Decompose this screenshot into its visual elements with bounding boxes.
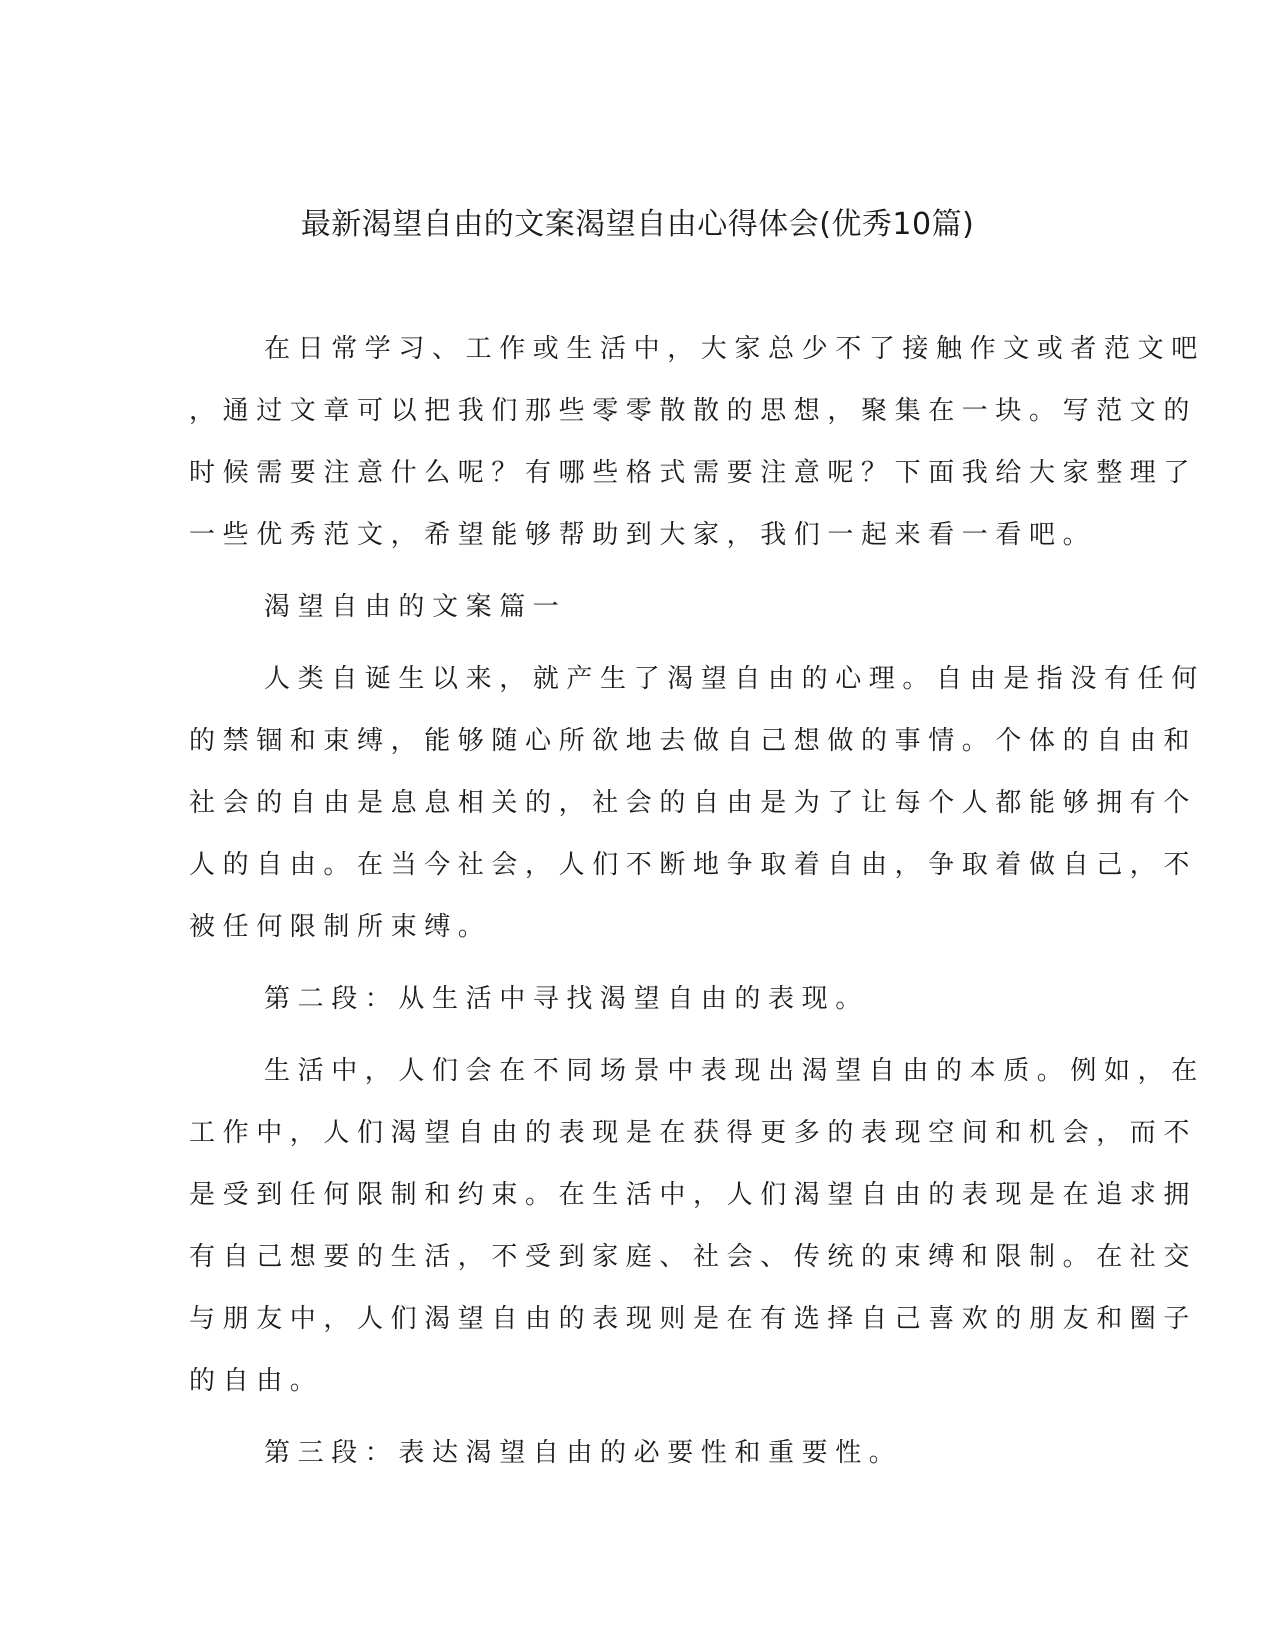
text-line: 的禁锢和束缚，能够随心所欲地去做自己想做的事情。个体的自由和 xyxy=(189,726,1198,756)
section-heading xyxy=(189,576,1069,638)
text-line: 第三段：表达渴望自由的必要性和重要性。 xyxy=(264,1438,903,1468)
section-heading xyxy=(189,968,1069,1030)
text-line: 生活中，人们会在不同场景中表现出渴望自由的本质。例如，在 xyxy=(264,1056,1205,1086)
text-line: 人类自诞生以来，就产生了渴望自由的心理。自由是指没有任何 xyxy=(264,664,1205,694)
intro-paragraph xyxy=(189,318,1205,566)
text-line: 人的自由。在当今社会，人们不断地争取着自由，争取着做自己，不 xyxy=(189,850,1198,880)
text-line: 时候需要注意什么呢？有哪些格式需要注意呢？下面我给大家整理了 xyxy=(189,458,1198,488)
body-paragraph xyxy=(189,648,1205,958)
text-line: 工作中，人们渴望自由的表现是在获得更多的表现空间和机会，而不 xyxy=(189,1118,1198,1148)
text-line: 有自己想要的生活，不受到家庭、社会、传统的束缚和限制。在社交 xyxy=(189,1242,1198,1272)
text-line: 与朋友中，人们渴望自由的表现则是在有选择自己喜欢的朋友和圈子 xyxy=(189,1304,1198,1334)
text-line: 是受到任何限制和约束。在生活中，人们渴望自由的表现是在追求拥 xyxy=(189,1180,1198,1210)
document-title: 最新渴望自由的文案渴望自由心得体会(优秀10篇) xyxy=(300,207,975,242)
section-heading xyxy=(189,1422,1069,1484)
text-line: 社会的自由是息息相关的，社会的自由是为了让每个人都能够拥有个 xyxy=(189,788,1198,818)
text-line: ，通过文章可以把我们那些零零散散的思想，聚集在一块。写范文的 xyxy=(189,396,1198,426)
text-line: 的自由。 xyxy=(189,1366,324,1396)
text-line: 一些优秀范文，希望能够帮助到大家，我们一起来看一看吧。 xyxy=(189,520,1097,550)
text-line: 在日常学习、工作或生活中，大家总少不了接触作文或者范文吧 xyxy=(264,334,1205,364)
document-body xyxy=(189,318,1205,1494)
text-line: 渴望自由的文案篇一 xyxy=(264,592,567,622)
text-line: 第二段：从生活中寻找渴望自由的表现。 xyxy=(264,984,869,1014)
text-line: 被任何限制所束缚。 xyxy=(189,912,492,942)
body-paragraph xyxy=(189,1040,1205,1412)
